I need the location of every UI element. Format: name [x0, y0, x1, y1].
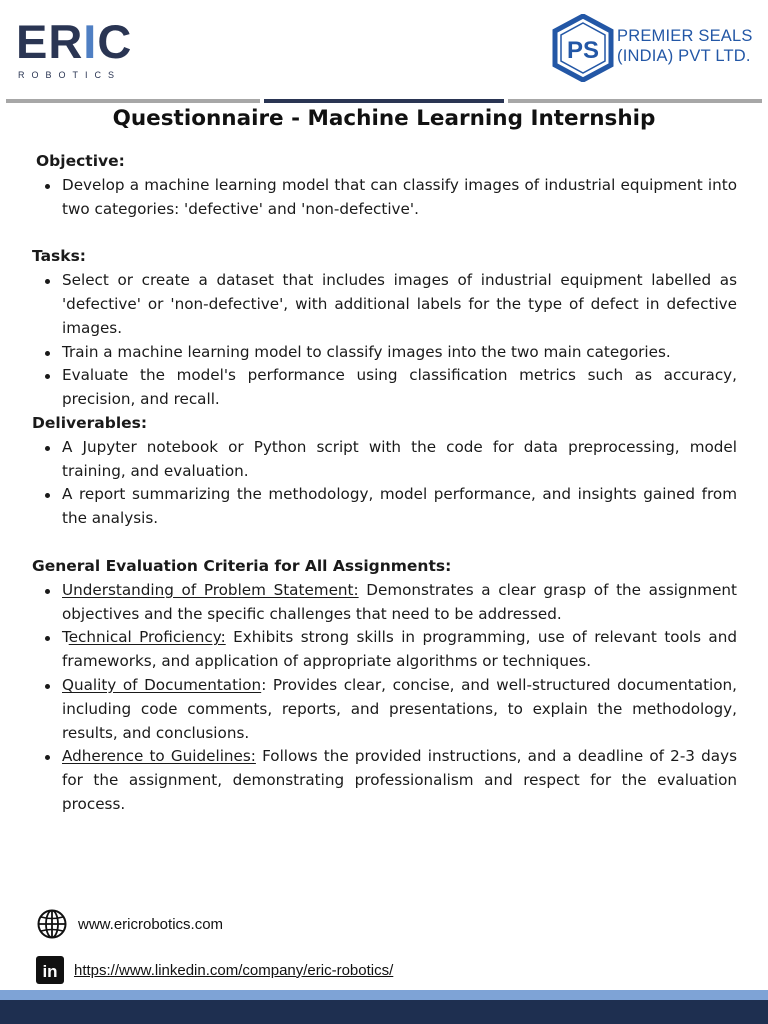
- criteria-heading: General Evaluation Criteria for All Assignments:: [32, 556, 452, 575]
- premier-seals-logo: [552, 14, 762, 82]
- footer-linkedin[interactable]: [36, 956, 393, 984]
- premier-seals-name: [617, 26, 753, 66]
- list-item: Develop a machine learning model that can classify images of industrial equipment into two categories: 'defective' and 'non-defective'.: [32, 174, 737, 222]
- criteria-list: [32, 579, 737, 817]
- tasks-heading: Tasks:: [32, 247, 86, 266]
- footer-bar-light: [0, 990, 768, 1000]
- document-body: [32, 150, 737, 817]
- globe-icon: [36, 908, 68, 940]
- list-item: Evaluate the model's performance using classification metrics such as accuracy, precision, and recall.: [32, 364, 737, 412]
- header-divider-left: [6, 99, 260, 103]
- header-divider-center: [264, 99, 504, 103]
- criteria-item-documentation: Quality of Documentation: Provides clear, concise, and well-structured documentation, including code comments, reports, and presentations, to explain the methodology, results, and conclusions.: [32, 674, 737, 745]
- eric-logo-subtitle: ROBOTICS: [18, 70, 122, 80]
- page-title: Questionnaire - Machine Learning Internship: [112, 106, 656, 131]
- criteria-item-technical: Technical Proficiency: Exhibits strong skills in programming, use of relevant tools and frameworks, and application of appropriate algorithms or techniques.: [32, 626, 737, 674]
- premier-seals-line1: PREMIER SEALS: [617, 27, 753, 45]
- premier-seals-line2: (INDIA) PVT LTD.: [617, 47, 751, 65]
- eric-logo-wordmark: ERIC: [16, 15, 133, 68]
- footer-bar-dark: [0, 1000, 768, 1024]
- list-item: Select or create a dataset that includes images of industrial equipment labelled as 'defective' or 'non-defective', with additional labels for the type of defect in defective images.: [32, 269, 737, 340]
- svg-text:in: in: [42, 962, 58, 981]
- list-item: A report summarizing the methodology, model performance, and insights gained from the analysis.: [32, 483, 737, 531]
- website-link[interactable]: www.ericrobotics.com: [78, 915, 224, 933]
- criteria-term: Adherence to Guidelines:: [62, 747, 256, 766]
- footer-website[interactable]: [36, 908, 223, 940]
- header-divider-right: [508, 99, 762, 103]
- deliverables-list: [32, 436, 737, 531]
- criteria-term: echnical Proficiency:: [68, 628, 226, 647]
- list-item: Train a machine learning model to classify images into the two main categories.: [32, 341, 737, 365]
- objective-list: [32, 174, 737, 222]
- tasks-list: [32, 269, 737, 412]
- ps-hexagon-icon: [552, 14, 614, 82]
- criteria-item-understanding: Understanding of Problem Statement: Demonstrates a clear grasp of the assignment objectives and the specific challenges that need to be addressed.: [32, 579, 737, 627]
- objective-heading: Objective:: [36, 152, 125, 170]
- deliverables-heading: Deliverables:: [32, 413, 148, 432]
- criteria-item-guidelines: Adherence to Guidelines: Follows the provided instructions, and a deadline of 2-3 days for the assignment, demonstrating professionalism and respect for the evaluation process.: [32, 745, 737, 816]
- criteria-term: Quality of Documentation: [62, 675, 262, 694]
- criteria-term: Understanding of Problem Statement:: [62, 580, 359, 599]
- linkedin-icon: [36, 956, 64, 984]
- eric-robotics-logo: [16, 15, 146, 80]
- linkedin-link[interactable]: https://www.linkedin.com/company/eric-robotics/: [74, 961, 394, 979]
- list-item: A Jupyter notebook or Python script with the code for data preprocessing, model training, and evaluation.: [32, 436, 737, 484]
- svg-text:PS: PS: [566, 37, 600, 64]
